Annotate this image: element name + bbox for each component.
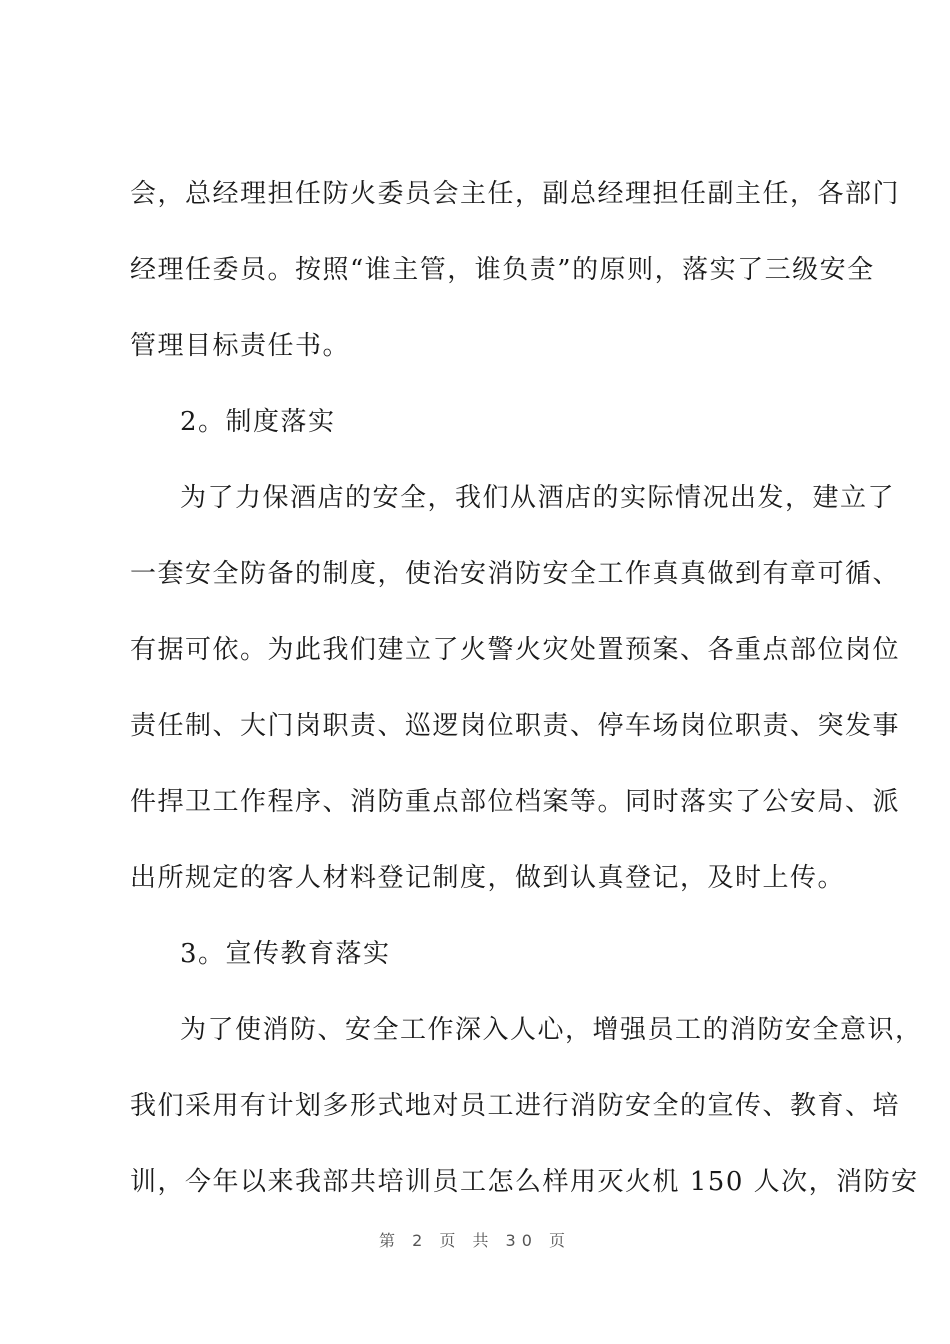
paragraph-line: 有据可依。为此我们建立了火警火灾处置预案、各重点部位岗位 [130, 635, 901, 665]
paragraph-line: 一套安全防备的制度，使治安消防安全工作真真做到有章可循、 [130, 559, 901, 589]
paragraph-line: 件捍卫工作程序、消防重点部位档案等。同时落实了公安局、派 [130, 787, 901, 817]
page-number-footer: 第 2 页 共 30 页 [379, 1231, 571, 1250]
paragraph-line: 出所规定的客人材料登记制度，做到认真登记，及时上传。 [130, 863, 846, 893]
section-heading: 3。宣传教育落实 [180, 939, 391, 969]
paragraph-line: 为了使消防、安全工作深入人心，增强员工的消防安全意识， [180, 1015, 923, 1045]
paragraph-line: 为了力保酒店的安全，我们从酒店的实际情况出发，建立了 [180, 483, 896, 513]
paragraph-line: 管理目标责任书。 [130, 331, 351, 361]
paragraph-line: 训，今年以来我部共培训员工怎么样用灭火机 150 人次，消防安 [130, 1167, 919, 1197]
paragraph-line: 我们采用有计划多形式地对员工进行消防安全的宣传、教育、培 [130, 1091, 901, 1121]
paragraph-line: 会，总经理担任防火委员会主任，副总经理担任副主任，各部门 [130, 179, 901, 209]
paragraph-line: 经理任委员。按照“谁主管，谁负责”的原则，落实了三级安全 [130, 255, 875, 285]
paragraph-line: 责任制、大门岗职责、巡逻岗位职责、停车场岗位职责、突发事 [130, 711, 901, 741]
section-heading: 2。制度落实 [180, 407, 336, 437]
